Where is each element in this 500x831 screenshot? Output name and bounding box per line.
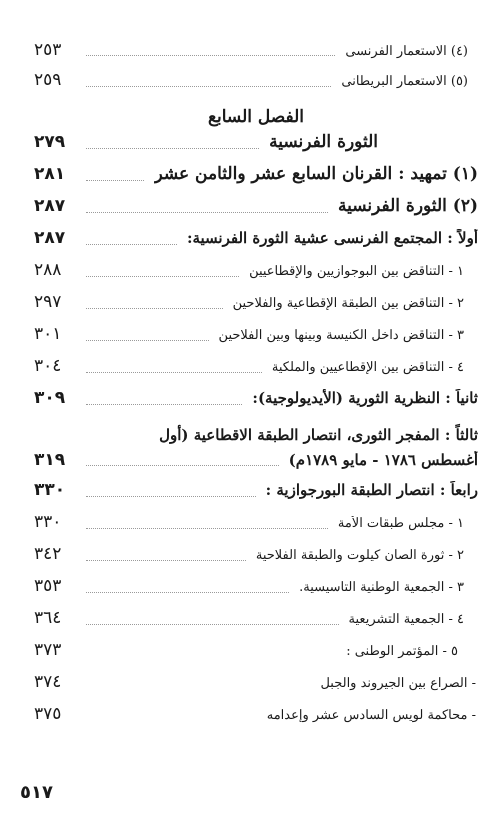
toc-entry-title: ١ - مجلس طبقات الأمة: [337, 516, 464, 531]
toc-entry-page: ٣٠٤: [34, 356, 62, 376]
toc-entry: [34, 544, 478, 576]
toc-entry-page: ٢٨٧: [34, 228, 66, 248]
leader-dots: [86, 688, 310, 689]
toc-entry-title-line1: ثالثاً : المفجر الثورى، انتصار الطبقة الاقطاعية (أول: [159, 426, 478, 444]
toc-entry-title: ثانياً : النظرية الثورية (الأيديولوجية):: [252, 389, 478, 407]
toc-entry: [34, 704, 478, 736]
toc-entry-title: (١) تمهيد : القرنان السابع عشر والثامن عشر: [154, 164, 478, 184]
toc-entry-title: ٢ - ثورة الصان كيلوت والطبقة الفلاحية: [255, 548, 464, 563]
page-number: ٥١٧: [20, 782, 53, 803]
toc-entry-title: ٤ - التناقض بين الإقطاعيين والملكية: [271, 360, 464, 375]
leader-dots: [86, 528, 328, 529]
toc-entry-page: ٢٧٩: [34, 132, 66, 152]
toc-entry-page: ٣٥٣: [34, 576, 62, 596]
toc-entry: [34, 228, 478, 260]
chapter-heading: الفصل السابع: [207, 107, 305, 127]
leader-dots: [86, 592, 289, 593]
toc-entry: [34, 132, 478, 164]
toc-entry-title: ٣ - التناقض داخل الكنيسة وبينها وبين الفلاحين: [218, 328, 464, 343]
toc-entry: [34, 164, 478, 196]
toc-entry-page: ٣١٩: [34, 450, 66, 470]
toc-entry-title: (٥) الاستعمار البريطانى: [341, 74, 468, 89]
toc-entry: [34, 356, 478, 388]
toc-entry-title: - محاكمة لويس السادس عشر وإعدامه: [266, 708, 476, 723]
toc-entry-title: ٤ - الجمعية التشريعية: [348, 612, 464, 627]
toc-entry: [34, 40, 478, 70]
toc-entry-title: الثورة الفرنسية: [269, 132, 378, 152]
leader-dots: [86, 560, 246, 561]
toc-entry-multiline: [34, 420, 478, 480]
leader-dots: [86, 404, 242, 405]
toc-entry: [34, 480, 478, 512]
table-of-contents: [34, 40, 478, 736]
leader-dots: [86, 86, 331, 87]
toc-entry-page: ٣٣٠: [34, 512, 62, 532]
leader-dots: [86, 276, 239, 277]
leader-dots: [86, 340, 209, 341]
leader-dots: [86, 465, 279, 466]
leader-dots: [86, 496, 256, 497]
toc-entry: [34, 292, 478, 324]
toc-entry-title: - الصراع بين الجيروند والجبل: [320, 676, 476, 691]
toc-entry-page: ٢٨٧: [34, 196, 66, 216]
toc-entry: [34, 70, 478, 102]
toc-entry: [34, 576, 478, 608]
toc-entry-page: ٣٠١: [34, 324, 62, 344]
leader-dots: [86, 656, 336, 657]
toc-entry-title: ٢ - التناقض بين الطبقة الإقطاعية والفلاحين: [232, 296, 464, 311]
toc-entry-page: ٣٠٩: [34, 388, 66, 408]
toc-entry-page: ٢٨١: [34, 164, 66, 184]
leader-dots: [86, 308, 223, 309]
toc-entry-page: ٣٦٤: [34, 608, 62, 628]
toc-entry: [34, 388, 478, 420]
toc-entry: [34, 450, 478, 480]
toc-entry-title: (٤) الاستعمار الفرنسى: [345, 44, 468, 59]
leader-dots: [86, 720, 257, 721]
toc-entry-page: ٣٧٤: [34, 672, 62, 692]
toc-entry-title: (٢) الثورة الفرنسية: [337, 196, 478, 216]
toc-entry-page: ٢٨٨: [34, 260, 62, 280]
toc-entry: [34, 324, 478, 356]
toc-entry: [34, 672, 478, 704]
toc-entry: [34, 640, 478, 672]
toc-entry-page: ٢٥٣: [34, 40, 62, 60]
toc-entry-title: ١ - التناقض بين البوجوازيين والإقطاعيين: [249, 264, 464, 279]
toc-entry: [34, 196, 478, 228]
leader-dots: [86, 180, 144, 181]
toc-entry-page: ٢٥٩: [34, 70, 62, 90]
toc-entry-title: ٣ - الجمعية الوطنية التأسيسية.: [299, 580, 464, 595]
toc-entry-page: ٢٩٧: [34, 292, 62, 312]
leader-dots: [86, 244, 177, 245]
toc-entry-title: رابعاً : انتصار الطبقة البورجوازية :: [265, 481, 478, 499]
toc-entry-page: ٣٣٠: [34, 480, 66, 500]
leader-dots: [86, 624, 339, 625]
toc-entry: [34, 512, 478, 544]
leader-dots: [86, 55, 335, 56]
toc-entry: [34, 608, 478, 640]
leader-dots: [86, 372, 262, 373]
leader-dots: [86, 148, 259, 149]
leader-dots: [86, 212, 328, 213]
toc-entry-page: ٣٧٥: [34, 704, 62, 724]
toc-entry-title: ٥ - المؤتمر الوطنى :: [346, 644, 458, 659]
toc-entry-page: ٣٧٣: [34, 640, 62, 660]
toc-entry-page: ٣٤٢: [34, 544, 62, 564]
toc-entry-title: أولاً : المجتمع الفرنسى عشية الثورة الفرنسية:: [186, 229, 478, 247]
toc-entry-title-line2: أغسطس ١٧٨٦ - مايو ١٧٨٩م): [288, 451, 478, 469]
toc-entry: [34, 260, 478, 292]
